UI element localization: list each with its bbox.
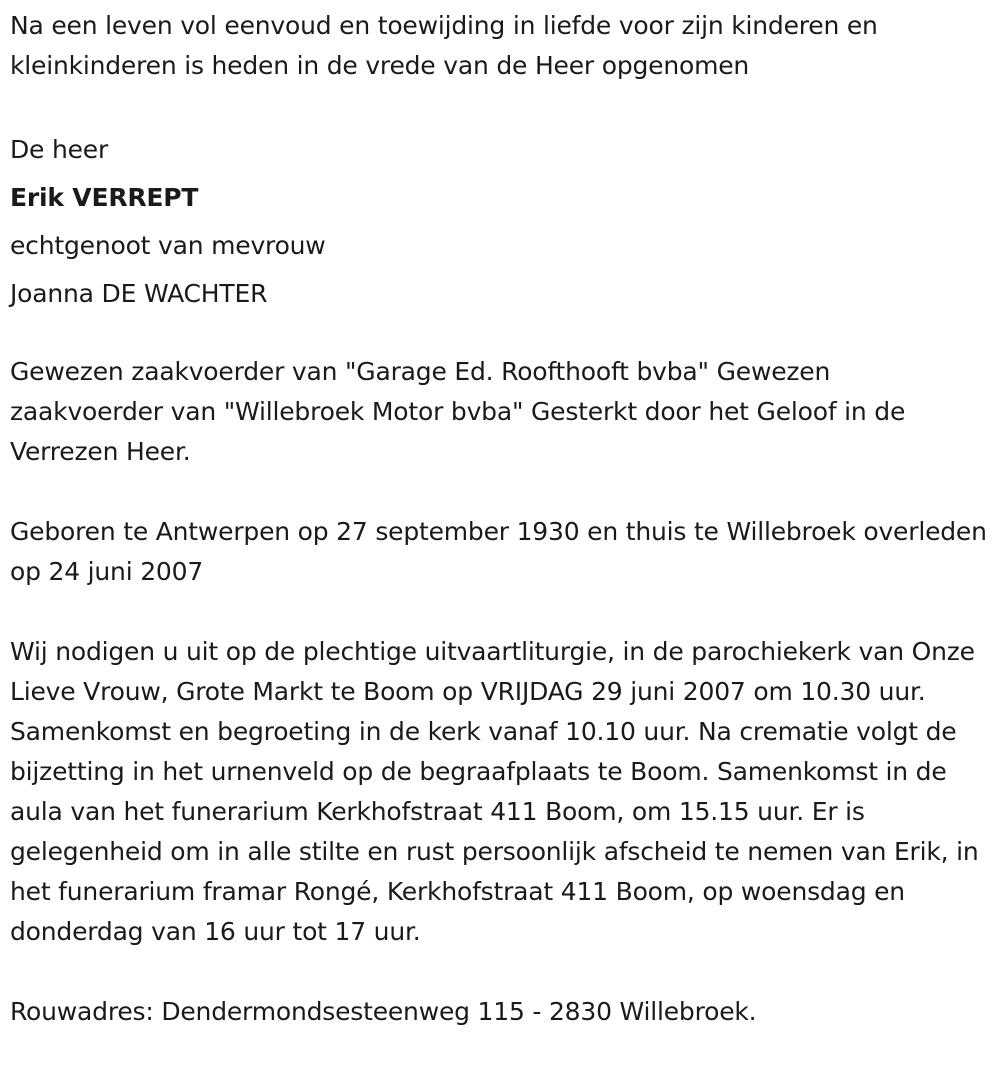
birth-death-paragraph: Geboren te Antwerpen op 27 september 1930 en thuis te Willebroek overleden op 24 juni 2007 bbox=[10, 517, 987, 586]
career-paragraph: Gewezen zaakvoerder van "Garage Ed. Roofthooft bvba" Gewezen zaakvoerder van "Willebroek Motor bvba" Gesterkt door het Geloof in de Verrezen Heer. bbox=[10, 357, 906, 466]
mourning-address: Rouwadres: Dendermondsesteenweg 115 - 2830 Willebroek. bbox=[10, 997, 757, 1026]
deceased-block bbox=[10, 126, 990, 318]
salutation: De heer bbox=[10, 135, 109, 164]
deceased-name: Erik VERREPT bbox=[10, 183, 199, 212]
spouse-name: Joanna DE WACHTER bbox=[10, 279, 268, 308]
spouse-label: echtgenoot van mevrouw bbox=[10, 231, 326, 260]
intro-paragraph: Na een leven vol eenvoud en toewijding in liefde voor zijn kinderen en kleinkinderen is heden in de vrede van de Heer opgenomen bbox=[10, 11, 878, 80]
funeral-details-paragraph: Wij nodigen u uit op de plechtige uitvaartliturgie, in de parochiekerk van Onze Lieve Vrouw, Grote Markt te Boom op VRIJDAG 29 juni 2007 om 10.30 uur. Samenkomst en begroeting in de kerk vanaf 10.10 uur. Na crematie volgt de bijzetting in het urnenveld op de begraafplaats te Boom. Samenkomst in de aula van het funerarium Kerkhofstraat 411 Boom, om 15.15 uur. Er is gelegenheid om in alle stilte en rust persoonlijk afscheid te nemen van Erik, in het funerarium framar Rongé, Kerkhofstraat 411 Boom, op woensdag en donderdag van 16 uur tot 17 uur. bbox=[10, 637, 979, 946]
